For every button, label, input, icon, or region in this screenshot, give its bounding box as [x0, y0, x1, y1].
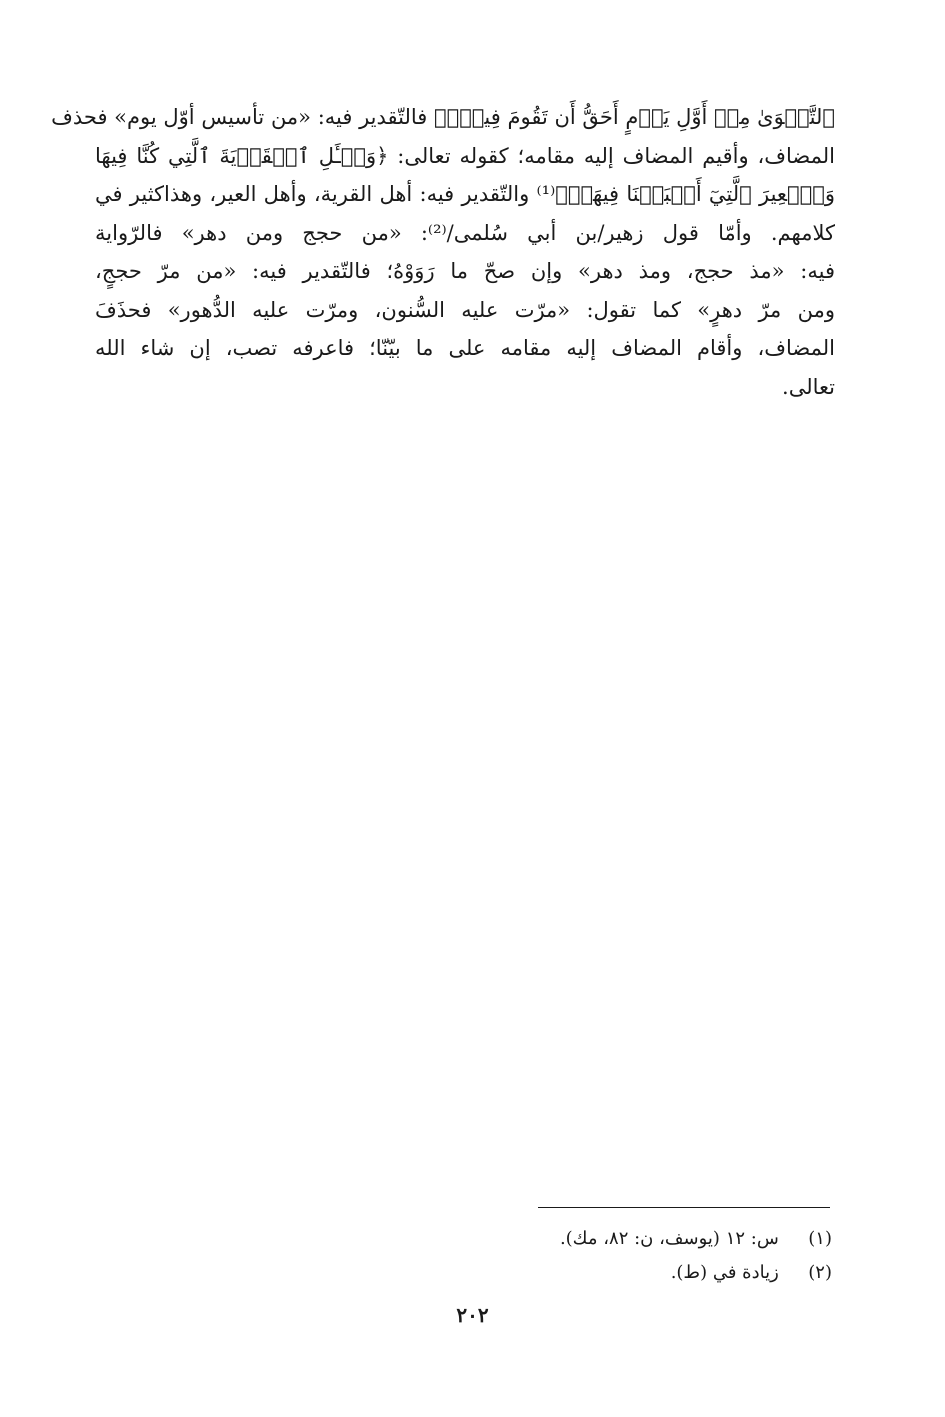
text-line-8: تعالى.: [782, 374, 835, 399]
text-line-6: ومن مرّ دهرٍ» كما تقول: «مرّت عليه السُّنون، ومرّت عليه الدُّهور» فحذَفَ: [95, 297, 835, 322]
footnote-1: [430, 1222, 832, 1256]
footnote-2: [430, 1256, 832, 1290]
main-text-block: [51, 98, 835, 406]
text-line-1: ٱلتَّقۡوَىٰ مِنۡ أَوَّلِ يَوۡمٍ أَحَقُّ أَن تَقُومَ فِيهِۚ﴾ فالتّقدير فيه: «من تأسيس أوّل يوم» فحذف: [51, 105, 835, 129]
footnote-marker: (١): [808, 1228, 832, 1249]
text-line-7: المضاف، وأقام المضاف إليه مقامه على ما بيّنّا؛ فاعرفه تصب، إن شاء الله: [95, 336, 835, 360]
footnote-marker: (٢): [808, 1262, 832, 1283]
footnotes-block: [430, 1222, 832, 1290]
text-line-2: المضاف، وأقيم المضاف إليه مقامه؛ كقوله تعالى: ﴿وَسۡـَٔلِ ٱلۡقَرۡيَةَ ٱلَّتِي كُنَّا فِيهَا: [95, 143, 835, 168]
footnote-separator: [538, 1207, 830, 1208]
footnote-text: س: ١٢ (يوسف، ن: ٨٢، مك).: [559, 1228, 779, 1249]
page-number: ٢٠٢: [456, 1303, 489, 1327]
footnote-text: زيادة في (ط).: [670, 1262, 779, 1283]
text-line-5: فيه: «مذ حجج، ومذ دهر» وإن صحّ ما رَوَوْهُ؛ فالتّقدير فيه: «من مرّ حججٍ،: [95, 259, 835, 283]
text-line-4: كلامهم. وأمّا قول زهير/بن أبي سُلمى/⁽²⁾: «من حجج ومن دهر» فالرّواية: [95, 220, 835, 245]
text-line-3: وَٱلۡعِيرَ ٱلَّتِيٓ أَقۡبَلۡنَا فِيهَاۖ﴾⁽¹⁾ والتّقدير فيه: أهل القرية، وأهل العير، وهذاكثير في: [95, 182, 835, 206]
